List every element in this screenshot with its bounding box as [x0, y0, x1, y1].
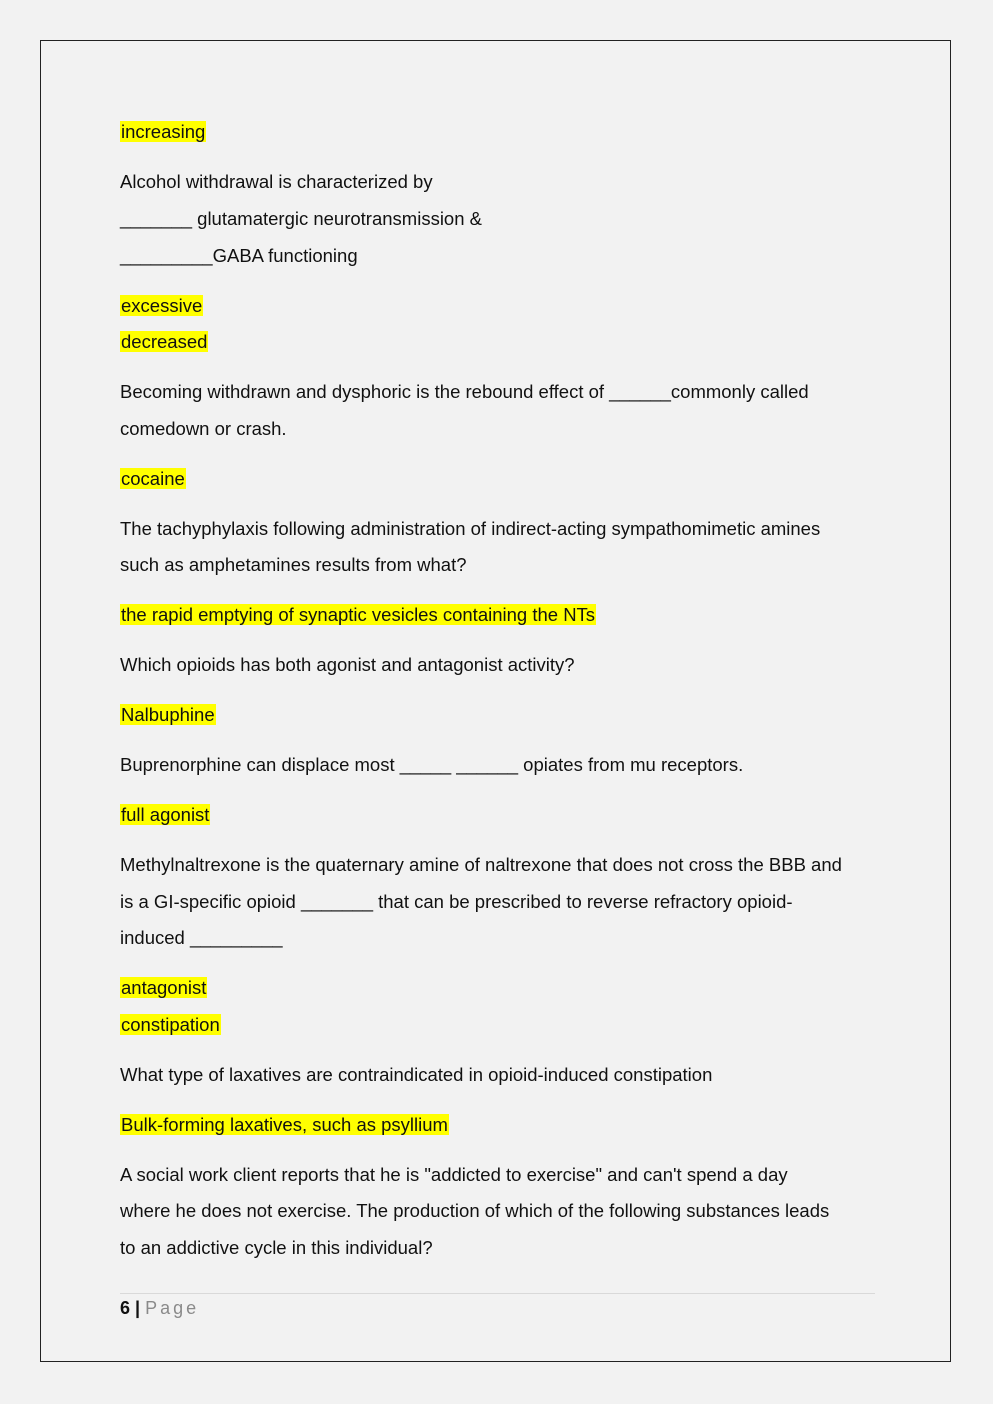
question-text: _______ glutamatergic neurotransmission & — [120, 208, 482, 229]
question-text: Methylnaltrexone is the quaternary amine of naltrexone that does not cross the BBB and — [120, 854, 842, 875]
question-text: What type of laxatives are contraindicated in opioid-induced constipation — [120, 1064, 713, 1085]
answer-highlight: constipation — [121, 1014, 220, 1035]
question-text: Alcohol withdrawal is characterized by — [120, 171, 433, 192]
answer-highlight: full agonist — [121, 804, 210, 825]
question-text: where he does not exercise. The production of which of the following substances leads — [120, 1200, 830, 1221]
question-text: such as amphetamines results from what? — [120, 554, 467, 575]
question-text: comedown or crash. — [120, 418, 287, 439]
question-text: A social work client reports that he is "addicted to exercise" and can't spend a day — [120, 1164, 788, 1185]
answer-highlight: the rapid emptying of synaptic vesicles containing the NTs — [121, 604, 596, 625]
answer-highlight: Bulk-forming laxatives, such as psyllium — [121, 1114, 448, 1135]
question-text: induced _________ — [120, 927, 283, 948]
question-text: Buprenorphine can displace most _____ ______ opiates from mu receptors. — [120, 754, 744, 775]
answer-highlight: Nalbuphine — [121, 704, 215, 725]
question-text: _________GABA functioning — [120, 245, 358, 266]
answer-highlight: antagonist — [121, 977, 207, 998]
page-footer — [120, 1297, 199, 1319]
question-text: to an addictive cycle in this individual? — [120, 1237, 433, 1258]
question-text: Which opioids has both agonist and antagonist activity? — [120, 654, 575, 675]
answer-highlight: excessive — [121, 295, 203, 316]
footer-divider — [120, 1293, 875, 1294]
question-text: is a GI-specific opioid _______ that can be prescribed to reverse refractory opioid- — [120, 891, 793, 912]
page-number: 6 — [120, 1298, 131, 1318]
answer-highlight: cocaine — [121, 468, 185, 489]
page-label: Page — [145, 1298, 200, 1318]
question-text: Becoming withdrawn and dysphoric is the rebound effect of ______commonly called — [120, 381, 809, 402]
answer-highlight: decreased — [121, 331, 208, 352]
answer-highlight: increasing — [121, 121, 206, 142]
question-text: The tachyphylaxis following administration of indirect-acting sympathomimetic amines — [120, 518, 821, 539]
footer-separator: | — [135, 1298, 141, 1318]
